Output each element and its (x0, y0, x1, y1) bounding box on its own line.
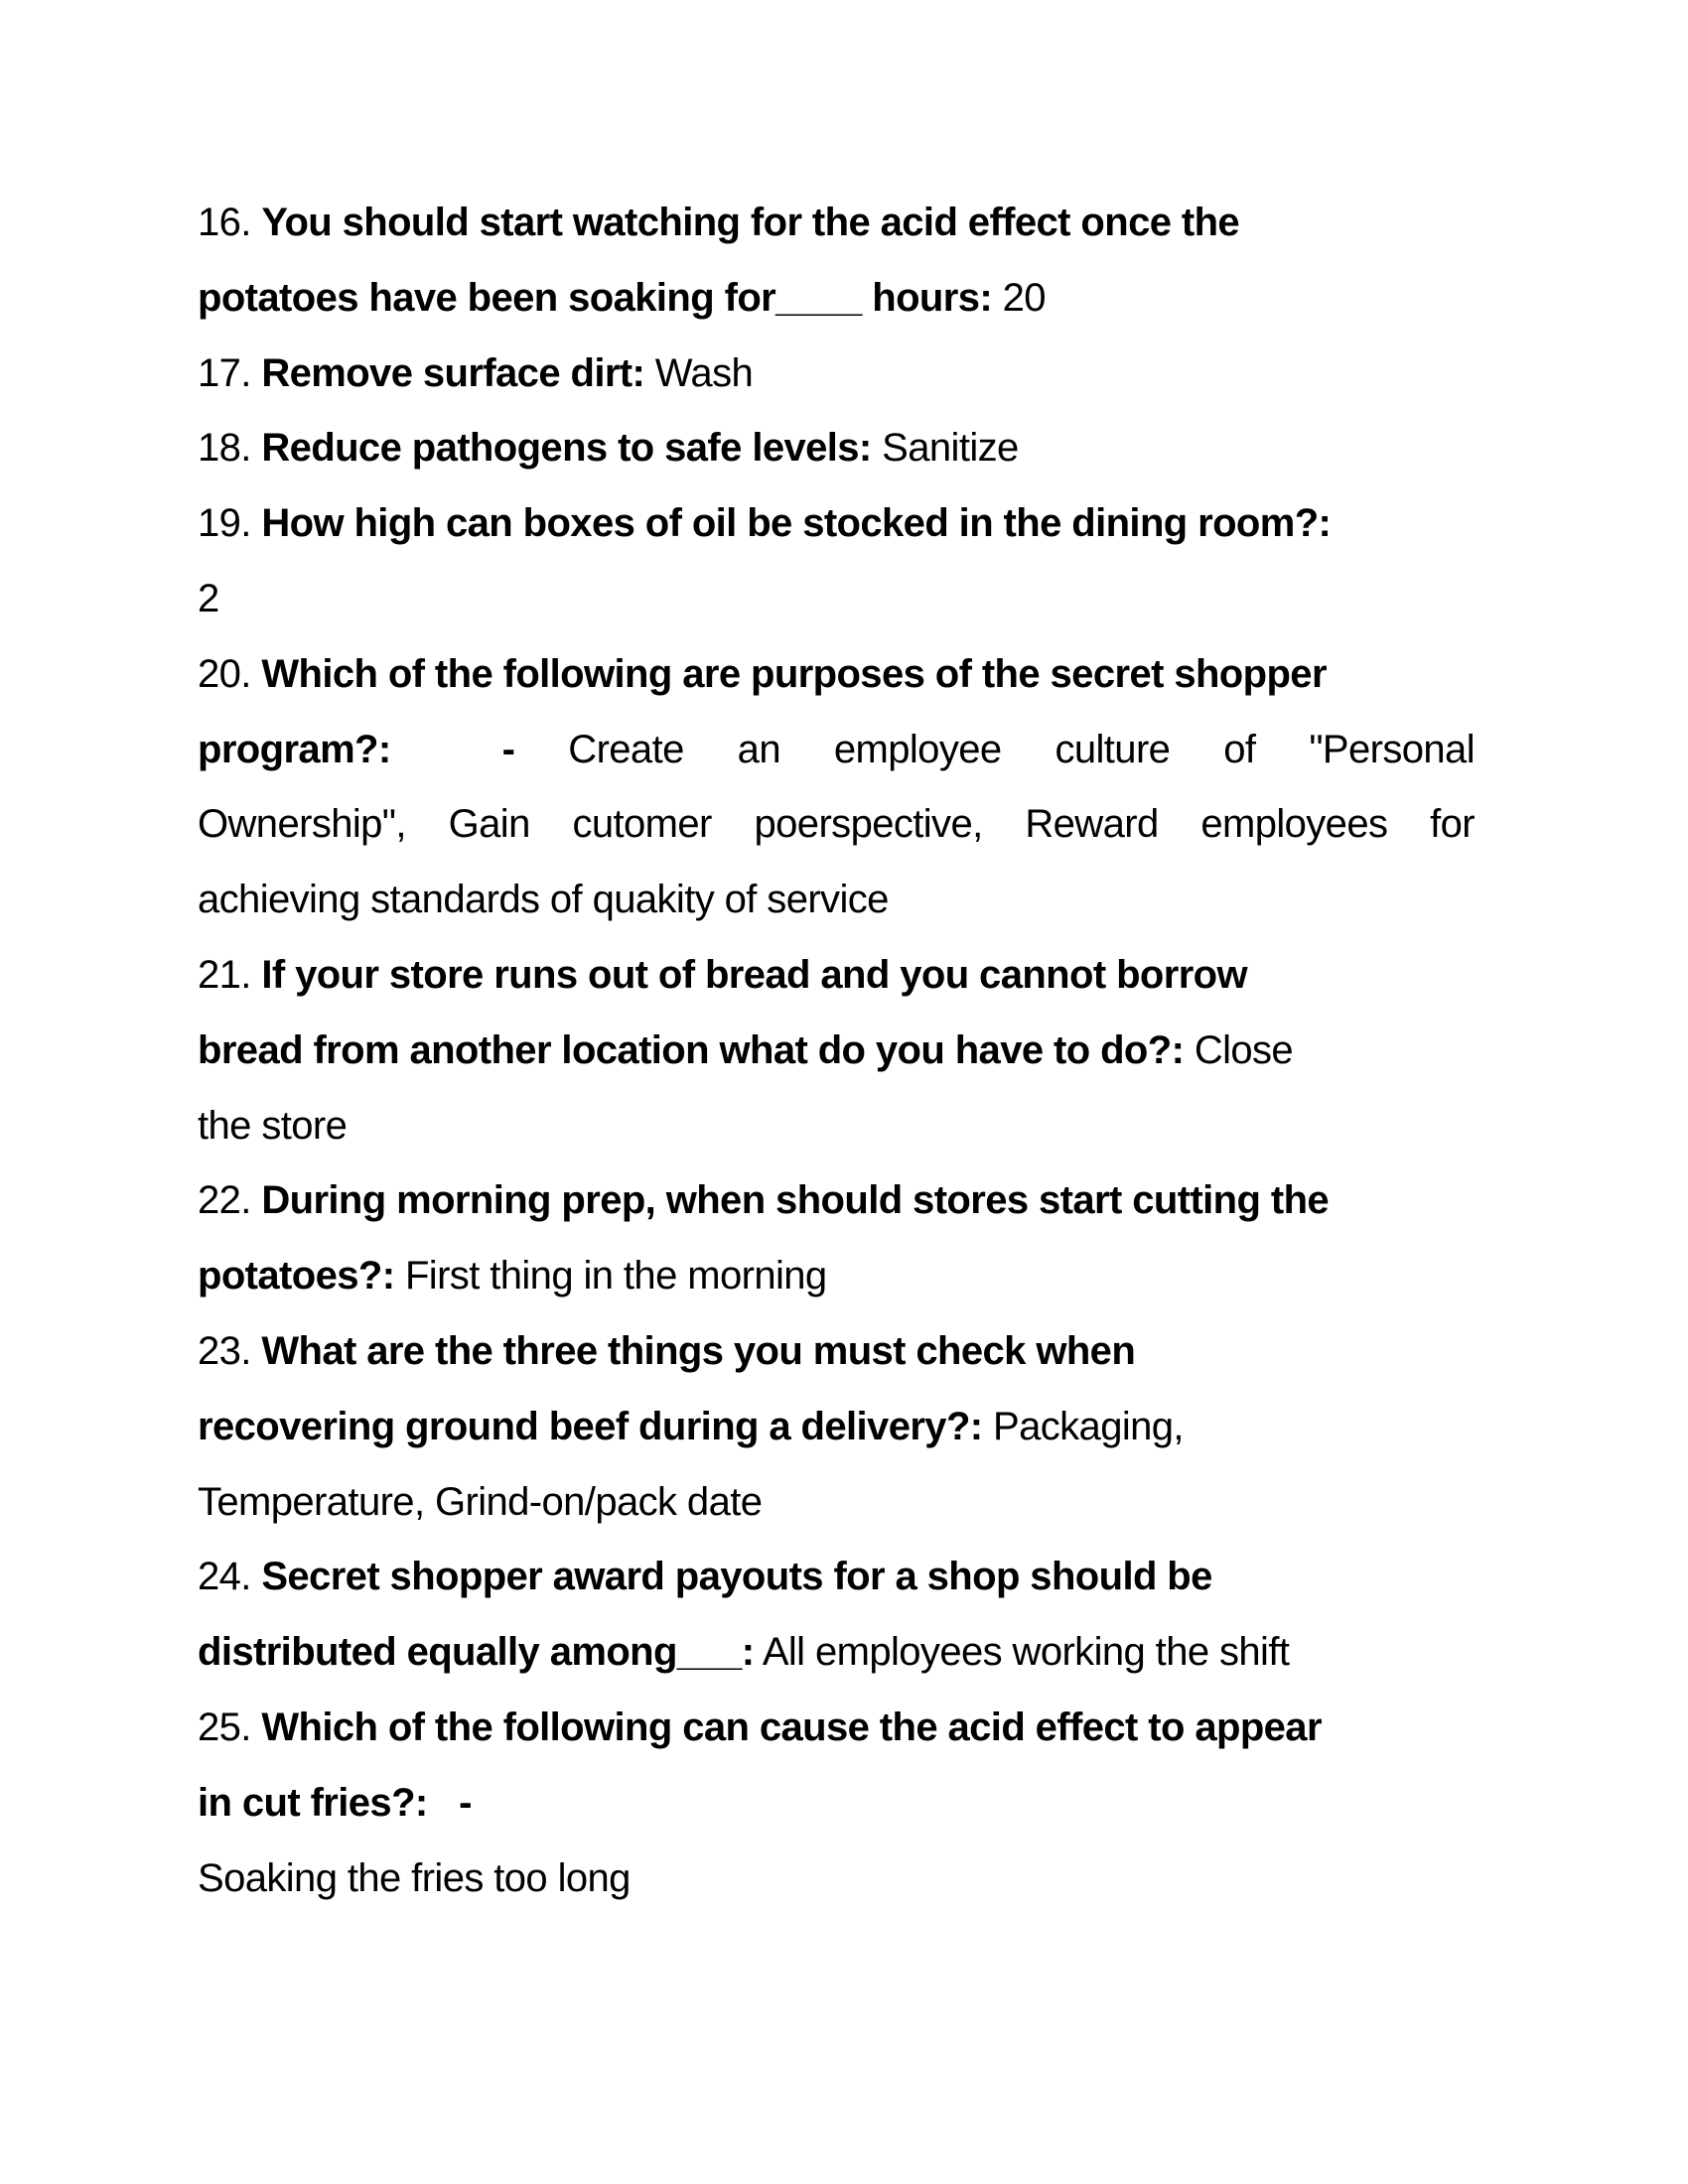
question-text: potatoes?: (198, 1254, 395, 1298)
question-text: bread from another location what do you have to do?: (198, 1027, 1185, 1072)
question-text: potatoes have been soaking for____ hours: (198, 275, 993, 320)
question-22 (198, 1163, 1475, 1239)
item-number: 16. (198, 201, 251, 244)
question-text: During morning prep, when should stores start cutting the (261, 1178, 1330, 1223)
item-number: 23. (198, 1328, 251, 1373)
question-20-cont (198, 713, 1475, 788)
question-text: in cut fries?: (198, 1780, 428, 1825)
answer-19 (198, 562, 1475, 637)
question-21 (198, 938, 1475, 1014)
answer-text: Ownership", Gain cutomer poerspective, Reward employees for (198, 802, 1475, 847)
question-text: Remove surface dirt: (261, 350, 645, 395)
question-text: How high can boxes of oil be stocked in the dining room?: (261, 501, 1332, 546)
item-number: 19. (198, 501, 251, 546)
item-number: 20. (198, 651, 251, 696)
question-23-cont (198, 1390, 1475, 1465)
question-text: Reduce pathogens to safe levels: (261, 426, 872, 471)
answer-21-cont (198, 1089, 1475, 1164)
answer-line (502, 713, 1475, 788)
question-text: distributed equally among___: (198, 1630, 755, 1675)
answer-text: the store (198, 1103, 348, 1148)
answer-text: Close (1194, 1027, 1294, 1072)
question-text: Secret shopper award payouts for a shop should be (261, 1555, 1212, 1599)
document-page (198, 186, 1475, 1916)
question-18 (198, 411, 1475, 486)
question-20 (198, 637, 1475, 713)
question-text: What are the three things you must check when (261, 1328, 1136, 1373)
answer-20-end (198, 863, 1475, 938)
item-number: 18. (198, 426, 251, 471)
answer-text: Wash (654, 350, 754, 395)
item-number: 25. (198, 1705, 251, 1749)
question-text: program?: (198, 727, 391, 771)
question-text: Which of the following can cause the acid effect to appear (261, 1705, 1322, 1749)
item-number: 21. (198, 952, 251, 997)
question-25-cont (198, 1766, 1475, 1842)
answer-text: Soaking the fries too long (198, 1855, 631, 1900)
question-17 (198, 337, 1475, 412)
item-number: 17. (198, 350, 251, 395)
answer-23-cont (198, 1465, 1475, 1541)
dash-marker: - (501, 727, 515, 771)
question-text: You should start watching for the acid effect once the (261, 201, 1240, 244)
answer-text: 20 (1002, 275, 1046, 320)
question-24-cont (198, 1615, 1475, 1691)
item-number: 24. (198, 1555, 251, 1599)
answer-text: All employees working the shift (762, 1630, 1290, 1675)
question-24 (198, 1540, 1475, 1615)
answer-20-cont (198, 787, 1475, 863)
question-21-cont (198, 1014, 1475, 1089)
answer-25 (198, 1842, 1475, 1917)
answer-text: achieving standards of quakity of service (198, 878, 889, 922)
question-text: recovering ground beef during a delivery?: (198, 1404, 983, 1448)
dash-marker: - (459, 1780, 472, 1825)
question-23 (198, 1314, 1475, 1390)
question-text: Which of the following are purposes of the secret shopper (261, 651, 1327, 696)
answer-text: Packaging, (993, 1404, 1184, 1448)
question-19 (198, 486, 1475, 562)
question-16 (198, 186, 1475, 261)
question-22-cont (198, 1239, 1475, 1314)
item-number: 22. (198, 1178, 251, 1223)
question-25 (198, 1691, 1475, 1766)
answer-text: Sanitize (882, 426, 1019, 471)
answer-text: Temperature, Grind-on/pack date (198, 1479, 763, 1524)
question-text: If your store runs out of bread and you cannot borrow (261, 952, 1248, 997)
answer-text: First thing in the morning (404, 1254, 827, 1298)
question-16-cont (198, 261, 1475, 337)
answer-text: 2 (198, 576, 219, 620)
answer-text: Create an employee culture of "Personal (568, 727, 1475, 771)
